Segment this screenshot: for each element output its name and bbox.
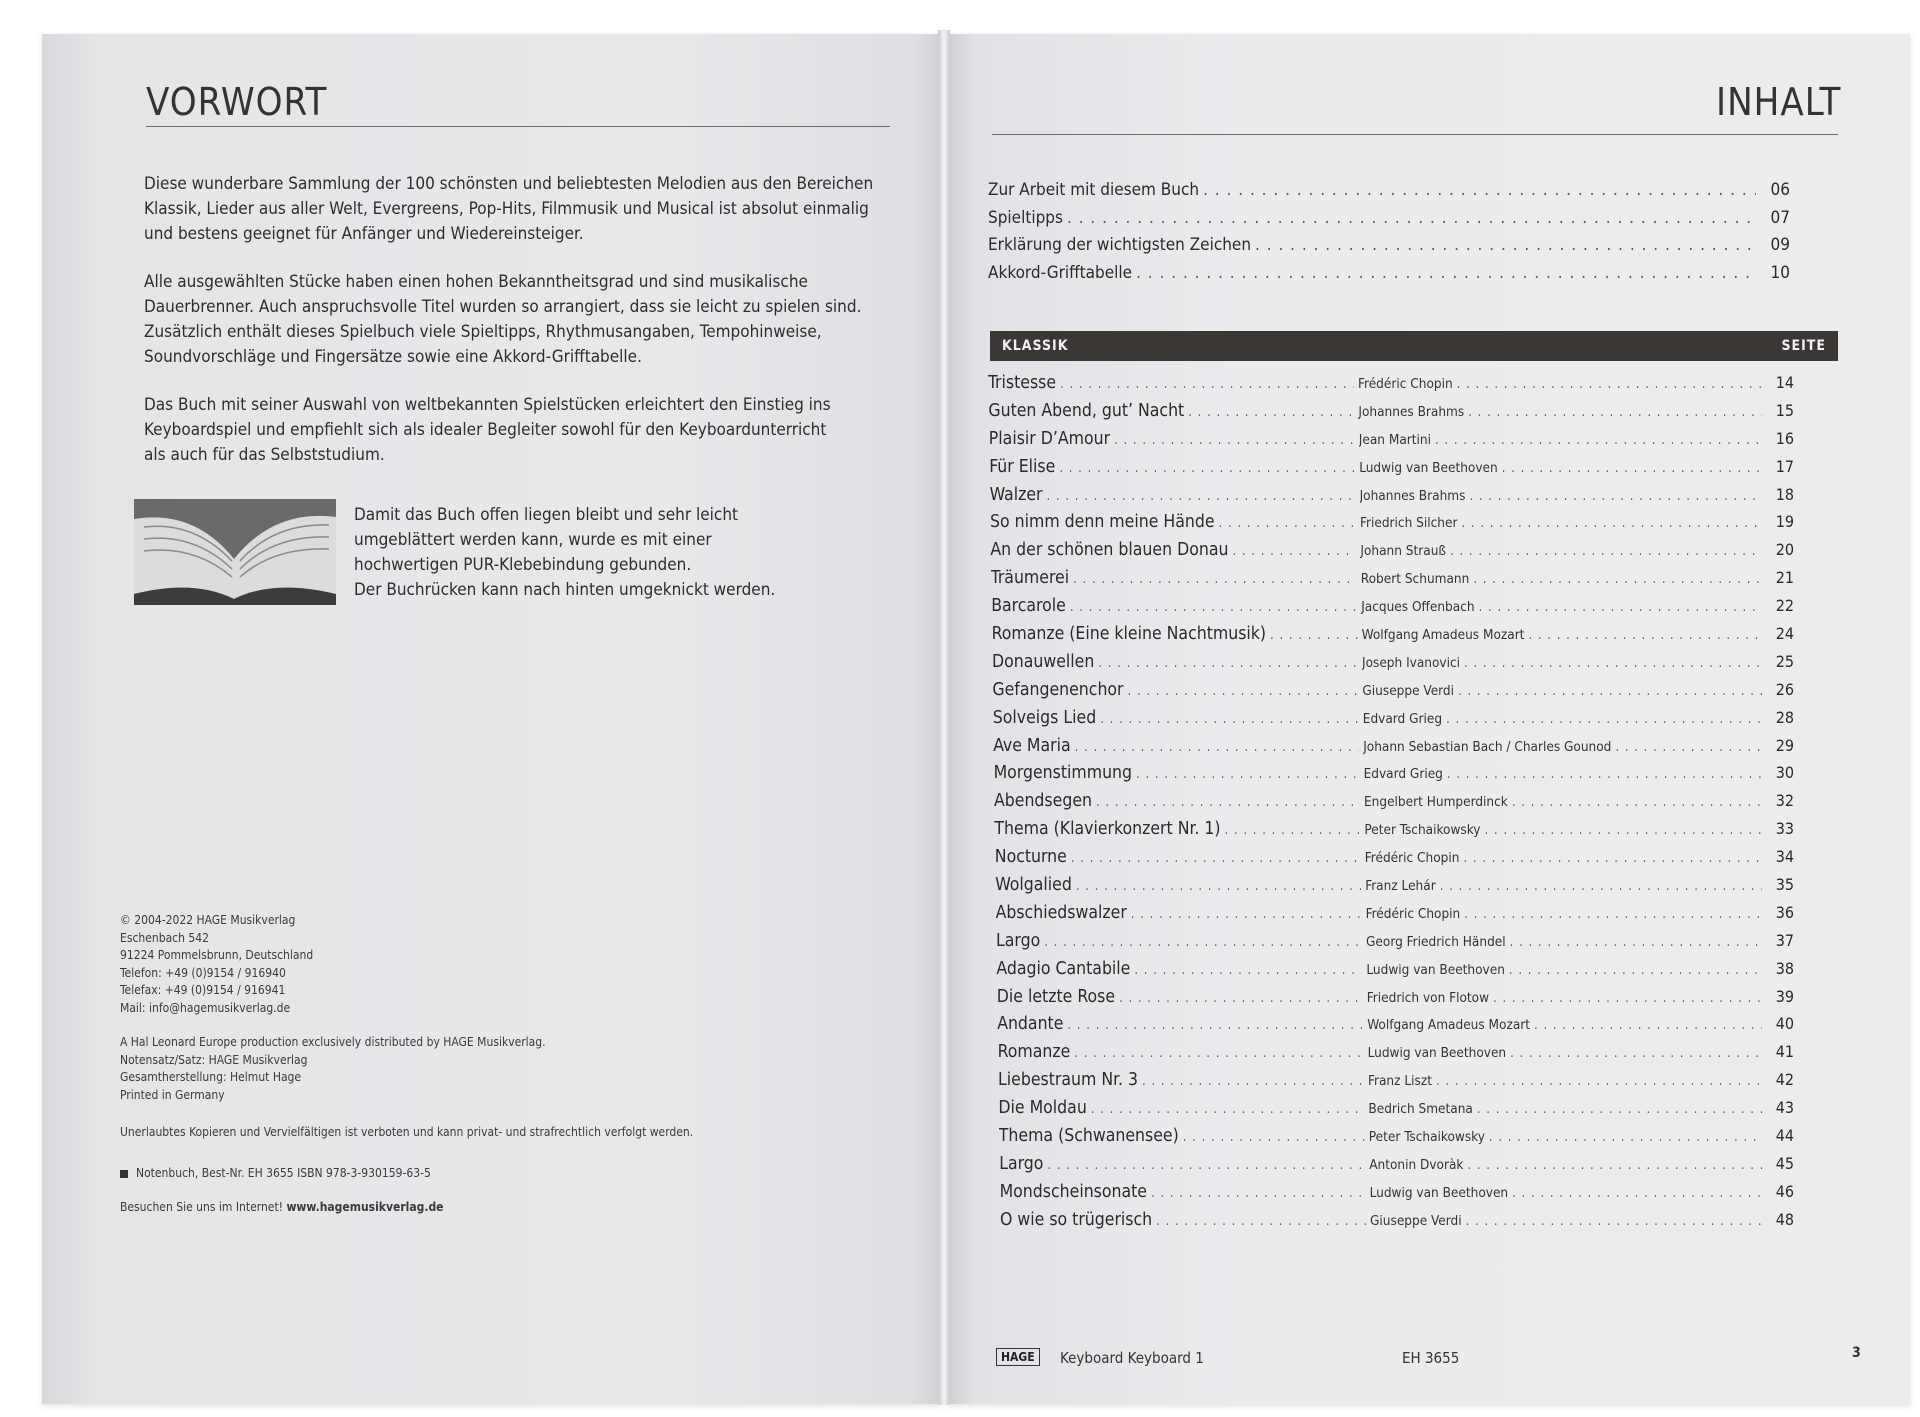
song-page: 37 xyxy=(1775,930,1794,950)
leader-dots xyxy=(1091,1102,1365,1117)
footer-code: EH 3655 xyxy=(1402,1349,1460,1367)
composer: Wolfgang Amadeus Mozart xyxy=(1361,627,1525,644)
toc-row xyxy=(1000,1210,1794,1238)
toc-page: 07 xyxy=(1770,207,1790,228)
toc-row xyxy=(997,987,1794,1015)
leader-dots xyxy=(1473,572,1762,587)
leader-dots xyxy=(1203,180,1756,200)
song-title: Gefangenenchor xyxy=(992,679,1124,700)
toc-row xyxy=(992,652,1794,680)
intro-toc xyxy=(988,180,1790,290)
leader-dots xyxy=(1060,377,1354,392)
composer: Johannes Brahms xyxy=(1359,487,1466,504)
song-page: 30 xyxy=(1775,763,1794,783)
toc-row xyxy=(998,1042,1794,1070)
toc-row xyxy=(1000,1182,1794,1210)
leader-dots xyxy=(1435,433,1762,448)
imprint-credits: A Hal Leonard Europe production exclusively distributed by HAGE Musikverlag. Notensatz/Satz: HAGE Musikverlag Gesamtherstellung: Helmut Hage Printed in Germany xyxy=(120,1035,546,1102)
composer: Ludwig van Beethoven xyxy=(1366,961,1505,978)
song-page: 42 xyxy=(1775,1070,1794,1090)
song-page: 14 xyxy=(1775,373,1794,392)
leader-dots xyxy=(1075,740,1360,755)
song-page: 32 xyxy=(1775,791,1794,811)
leader-dots xyxy=(1509,963,1762,978)
song-title: O wie so trügerisch xyxy=(1000,1209,1153,1230)
composer: Giuseppe Verdi xyxy=(1362,682,1455,699)
song-page: 25 xyxy=(1775,651,1794,671)
leader-dots xyxy=(1188,405,1354,420)
toc-row xyxy=(994,819,1794,847)
toc-row xyxy=(990,512,1794,540)
song-page: 34 xyxy=(1775,847,1794,867)
composer: Ludwig van Beethoven xyxy=(1367,1045,1507,1062)
leader-dots xyxy=(1464,907,1762,922)
toc-page: 09 xyxy=(1770,235,1790,255)
order-info: Notenbuch, Best-Nr. EH 3655 ISBN 978-3-930159-63-5 xyxy=(120,1165,720,1183)
leader-dots xyxy=(1468,405,1762,420)
toc-row xyxy=(998,1070,1794,1098)
toc-row xyxy=(996,959,1794,987)
vorwort-rule xyxy=(146,126,890,127)
song-page: 44 xyxy=(1775,1126,1794,1146)
song-page: 15 xyxy=(1775,400,1794,420)
inhalt-rule xyxy=(992,134,1838,135)
leader-dots xyxy=(1469,489,1762,504)
song-title: Morgenstimmung xyxy=(993,763,1133,784)
song-page: 22 xyxy=(1775,596,1794,616)
song-page: 41 xyxy=(1775,1042,1794,1062)
toc-row xyxy=(989,429,1794,457)
intro-paragraph-1: Diese wunderbare Sammlung der 100 schönsten und beliebtesten Melodien aus den Bereichen Klassik, Lieder aus aller Welt, Evergreens, Pop-Hits, Filmmusik und Musical ist absolut einmalig und bestens geeignet für Anfänger und Wiedereinsteiger. xyxy=(144,174,874,244)
toc-row xyxy=(990,485,1794,513)
toc-row xyxy=(993,736,1794,764)
composer: Wolfgang Amadeus Mozart xyxy=(1367,1017,1531,1034)
intro-paragraph-3: Das Buch mit seiner Auswahl von weltbekannten Spielstücken erleichtert den Einstieg ins Keyboardspiel und empfiehlt sich als idealer Begleiter sowohl für den Keyboardunterricht als auch für das Selbststudium. xyxy=(144,395,831,465)
composer: Franz Liszt xyxy=(1368,1073,1432,1090)
open-book-photo xyxy=(134,499,336,605)
composer: Georg Friedrich Händel xyxy=(1366,933,1506,950)
leader-dots xyxy=(1458,684,1762,699)
song-title: Thema (Schwanensee) xyxy=(998,1126,1179,1147)
toc-row xyxy=(992,624,1794,652)
leader-dots xyxy=(1510,935,1762,950)
toc-row xyxy=(996,903,1794,931)
leader-dots xyxy=(1136,263,1756,283)
song-title: Plaisir D’Amour xyxy=(988,428,1111,449)
song-title: Nocturne xyxy=(994,847,1067,868)
composer: Jean Martini xyxy=(1358,431,1431,448)
toc-row xyxy=(995,847,1794,875)
leader-dots xyxy=(1067,1018,1363,1033)
song-page: 26 xyxy=(1775,679,1794,699)
toc-row xyxy=(998,1098,1794,1126)
toc-row xyxy=(992,680,1794,708)
leader-dots xyxy=(1534,1018,1762,1033)
song-page: 21 xyxy=(1775,568,1794,588)
leader-dots xyxy=(1131,907,1362,922)
leader-dots xyxy=(1502,461,1762,476)
toc-title: Spieltipps xyxy=(988,207,1063,228)
leader-dots xyxy=(1073,572,1357,587)
vorwort-heading: VORWORT xyxy=(146,80,328,124)
leader-dots xyxy=(1136,767,1360,782)
song-page: 45 xyxy=(1775,1153,1794,1173)
toc-row xyxy=(997,1014,1794,1042)
leader-dots xyxy=(1446,712,1762,727)
visit-line: Besuchen Sie uns im Internet! www.hagemusikverlag.de xyxy=(120,1200,444,1214)
leader-dots xyxy=(1156,1214,1366,1229)
leader-dots xyxy=(1232,544,1356,559)
leader-dots xyxy=(1461,516,1762,531)
intro-toc-row xyxy=(988,235,1790,263)
leader-dots xyxy=(1447,767,1762,782)
leader-dots xyxy=(1512,795,1762,810)
toc-row xyxy=(991,568,1794,596)
leader-dots xyxy=(1151,1186,1366,1201)
leader-dots xyxy=(1255,235,1756,255)
song-title: Abendsegen xyxy=(994,791,1092,812)
song-title: Walzer xyxy=(989,484,1043,505)
composer: Peter Tschaikowsky xyxy=(1364,822,1481,839)
composer: Giuseppe Verdi xyxy=(1370,1212,1462,1229)
bullet-square-icon xyxy=(120,1170,128,1178)
toc-row xyxy=(996,931,1794,959)
leader-dots xyxy=(1450,544,1762,559)
leader-dots xyxy=(1467,1158,1762,1173)
song-page: 20 xyxy=(1775,540,1794,560)
composer: Edvard Grieg xyxy=(1362,710,1443,727)
leader-dots xyxy=(1493,991,1762,1006)
song-title: Die letzte Rose xyxy=(996,986,1116,1007)
toc-title: Erklärung der wichtigsten Zeichen xyxy=(988,235,1252,255)
composer: Frédéric Chopin xyxy=(1364,850,1460,867)
composer: Bedrich Smetana xyxy=(1368,1101,1473,1118)
toc-page: 06 xyxy=(1770,180,1790,200)
leader-dots xyxy=(1059,461,1355,476)
song-title: Ave Maria xyxy=(993,735,1071,756)
leader-dots xyxy=(1479,600,1762,615)
song-title: Mondscheinsonate xyxy=(999,1181,1147,1202)
inhalt-heading: INHALT xyxy=(1716,80,1842,124)
composer: Jacques Offenbach xyxy=(1361,599,1475,616)
leader-dots xyxy=(1070,600,1357,615)
song-title: So nimm denn meine Hände xyxy=(990,512,1215,533)
leader-dots xyxy=(1047,489,1356,504)
song-title: Guten Abend, gut’ Nacht xyxy=(988,400,1185,421)
leader-dots xyxy=(1436,1074,1762,1089)
song-page: 38 xyxy=(1775,958,1794,978)
song-title: Tristesse xyxy=(988,373,1057,393)
song-page: 18 xyxy=(1775,484,1794,504)
composer: Antonin Dvoràk xyxy=(1369,1156,1464,1173)
song-title: Andante xyxy=(997,1014,1064,1035)
leader-dots xyxy=(1489,1130,1762,1145)
song-page: 36 xyxy=(1775,902,1794,922)
composer: Engelbert Humperdinck xyxy=(1364,794,1508,811)
song-page: 16 xyxy=(1775,428,1794,448)
copy-notice: Unerlaubtes Kopieren und Vervielfältigen ist verboten und kann privat- und strafrechtlich verfolgt werden. xyxy=(120,1125,694,1139)
intro-toc-row xyxy=(988,263,1790,291)
imprint-address: © 2004-2022 HAGE Musikverlag Eschenbach 542 91224 Pommelsbrunn, Deutschland Telefon: +49 (0)9154 / 916940 Telefax: +49 (0)9154 / 916941 Mail: info@hagemusikverlag.de xyxy=(120,913,314,1015)
leader-dots xyxy=(1219,516,1356,531)
leader-dots xyxy=(1119,991,1363,1006)
song-title: Adagio Cantabile xyxy=(996,958,1131,979)
song-title: Die Moldau xyxy=(998,1098,1087,1119)
leader-dots xyxy=(1466,1214,1762,1229)
song-title: Für Elise xyxy=(989,456,1056,477)
leader-dots xyxy=(1098,656,1358,671)
leader-dots xyxy=(1440,879,1762,894)
song-title: Solveigs Lied xyxy=(992,707,1097,728)
leader-dots xyxy=(1074,1046,1363,1061)
leader-dots xyxy=(1463,851,1762,866)
leader-dots xyxy=(1134,963,1362,978)
hage-logo: HAGE xyxy=(996,1348,1040,1366)
leader-dots xyxy=(1512,1186,1762,1201)
song-page: 24 xyxy=(1775,624,1794,644)
leader-dots xyxy=(1510,1046,1762,1061)
song-title: Romanze xyxy=(997,1042,1071,1063)
composer: Friedrich von Flotow xyxy=(1366,989,1490,1006)
leader-dots xyxy=(1224,823,1360,838)
leader-dots xyxy=(1615,740,1762,755)
toc-row xyxy=(989,457,1794,485)
section-label: KLASSIK xyxy=(1002,338,1069,354)
leader-dots xyxy=(1128,684,1359,699)
section-bar-klassik xyxy=(990,331,1838,361)
leader-dots xyxy=(1076,879,1361,894)
song-page: 29 xyxy=(1775,735,1794,755)
toc-row xyxy=(988,401,1794,429)
leader-dots xyxy=(1477,1102,1762,1117)
intro-toc-row xyxy=(988,180,1790,208)
song-title: Wolgalied xyxy=(995,875,1072,896)
composer: Frédéric Chopin xyxy=(1358,376,1453,392)
song-page: 39 xyxy=(1775,986,1794,1006)
leader-dots xyxy=(1044,935,1362,950)
song-page: 28 xyxy=(1775,707,1794,727)
composer: Franz Lehár xyxy=(1365,878,1436,895)
toc-row xyxy=(999,1154,1794,1182)
website-link[interactable]: www.hagemusikverlag.de xyxy=(286,1200,444,1214)
binding-note: Damit das Buch offen liegen bleibt und sehr leicht umgeblättert werden kann, wurde es mit einer hochwertigen PUR-Klebebindung gebunden. Der Buchrücken kann nach hinten umgeknickt werden. xyxy=(354,505,776,600)
song-page: 19 xyxy=(1775,512,1794,532)
footer-series: Keyboard Keyboard 1 xyxy=(1060,1349,1204,1367)
song-page: 35 xyxy=(1775,875,1794,895)
composer: Friedrich Silcher xyxy=(1360,515,1458,532)
toc-row xyxy=(990,540,1794,568)
composer: Peter Tschaikowsky xyxy=(1368,1129,1485,1146)
song-page: 43 xyxy=(1775,1098,1794,1118)
intro-paragraph-2: Alle ausgewählten Stücke haben einen hohen Bekanntheitsgrad und sind musikalische Dauerbrenner. Auch anspruchsvolle Titel wurden so arrangiert, dass sie leicht zu spielen sind. Zusätzlich enthält dieses Spielbuch viele Spieltipps, Rhythmusangaben, Tempohinweise, Soundvorschläge und Fingersätze sowie eine Akkord-Grifftabelle. xyxy=(144,272,862,367)
song-title: Träumerei xyxy=(990,568,1070,589)
song-title: Romanze (Eine kleine Nachtmusik) xyxy=(991,624,1267,645)
leader-dots xyxy=(1100,712,1359,727)
song-title: Liebestraum Nr. 3 xyxy=(998,1070,1138,1091)
song-title: Largo xyxy=(999,1153,1044,1174)
leader-dots xyxy=(1464,656,1762,671)
leader-dots xyxy=(1114,433,1355,448)
song-page: 17 xyxy=(1775,456,1794,476)
book-spine xyxy=(938,30,950,1405)
composer: Joseph Ivanovici xyxy=(1362,654,1461,671)
toc-row xyxy=(993,708,1794,736)
song-page: 33 xyxy=(1775,819,1794,839)
page-number: 3 xyxy=(1852,1345,1861,1361)
song-page: 40 xyxy=(1775,1014,1794,1034)
leader-dots xyxy=(1270,628,1358,643)
intro-toc-row xyxy=(988,208,1790,236)
song-page: 48 xyxy=(1775,1209,1794,1229)
toc-page: 10 xyxy=(1770,262,1790,283)
song-title: Thema (Klavierkonzert Nr. 1) xyxy=(994,819,1221,840)
composer: Johann Strauß xyxy=(1360,543,1447,560)
toc-title: Akkord-Grifftabelle xyxy=(988,262,1133,283)
composer: Robert Schumann xyxy=(1360,571,1470,588)
leader-dots xyxy=(1096,795,1360,810)
composer: Edvard Grieg xyxy=(1363,766,1443,783)
composer: Ludwig van Beethoven xyxy=(1369,1184,1509,1201)
leader-dots xyxy=(1067,208,1756,228)
composer: Johannes Brahms xyxy=(1358,403,1465,420)
composer: Johann Sebastian Bach / Charles Gounod xyxy=(1363,738,1612,755)
toc-row xyxy=(994,763,1794,791)
toc-row xyxy=(991,596,1794,624)
leader-dots xyxy=(1528,628,1762,643)
leader-dots xyxy=(1183,1130,1365,1145)
leader-dots xyxy=(1484,823,1762,838)
section-page-label: SEITE xyxy=(1781,338,1826,354)
leader-dots xyxy=(1071,851,1361,866)
composer: Ludwig van Beethoven xyxy=(1359,459,1498,476)
song-title: Largo xyxy=(996,930,1041,951)
leader-dots xyxy=(1047,1158,1365,1173)
klassik-toc xyxy=(988,373,1794,1238)
song-title: Abschiedswalzer xyxy=(995,902,1127,923)
toc-title: Zur Arbeit mit diesem Buch xyxy=(988,180,1200,200)
leader-dots xyxy=(1457,377,1762,392)
composer: Frédéric Chopin xyxy=(1365,905,1461,922)
toc-row xyxy=(995,875,1794,903)
leader-dots xyxy=(1142,1074,1364,1089)
song-title: An der schönen blauen Donau xyxy=(990,540,1229,561)
song-page: 46 xyxy=(1775,1181,1794,1201)
toc-row xyxy=(999,1126,1794,1154)
song-title: Barcarole xyxy=(991,596,1066,617)
song-title: Donauwellen xyxy=(992,651,1095,672)
toc-row xyxy=(994,791,1794,819)
toc-row xyxy=(988,373,1794,401)
